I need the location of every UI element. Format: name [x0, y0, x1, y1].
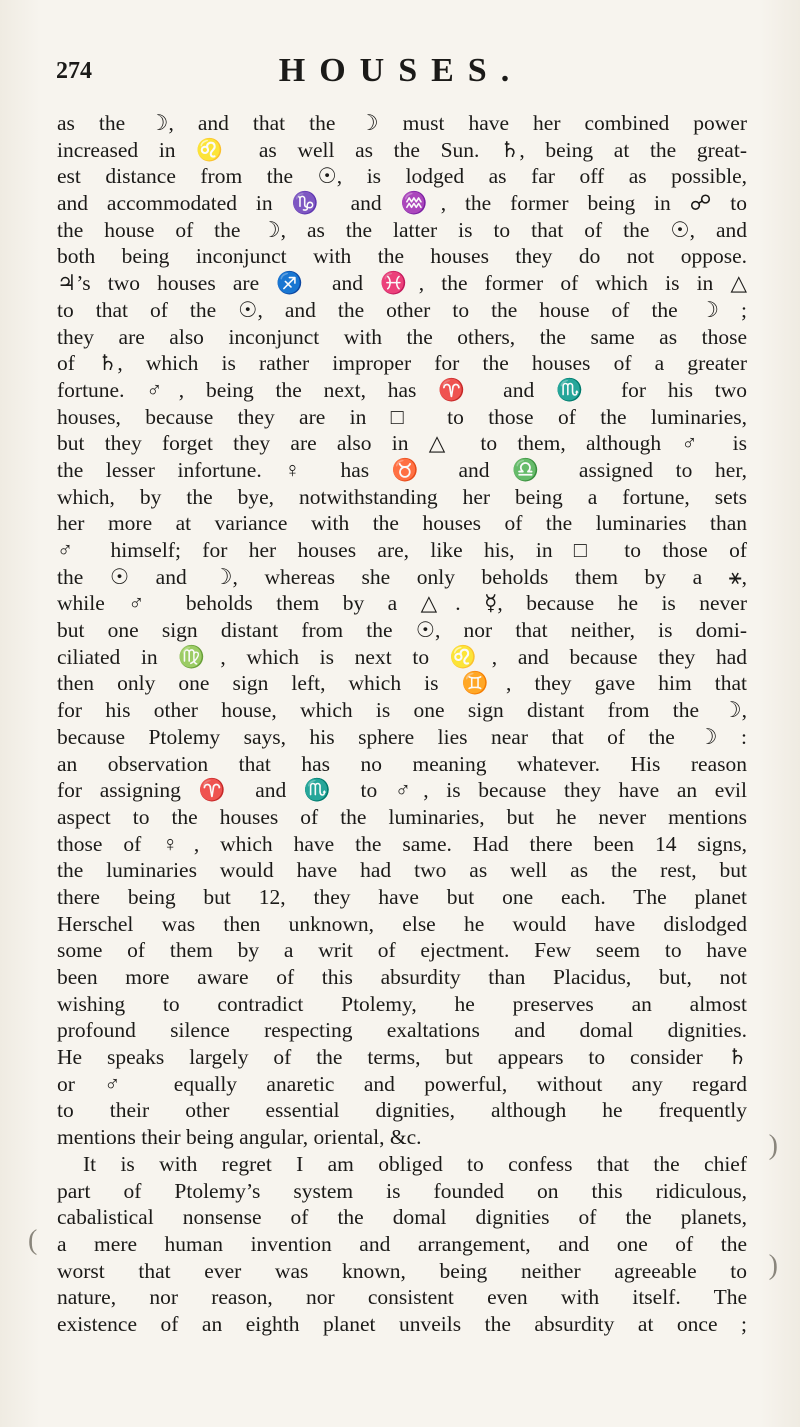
running-head: HOUSES. — [278, 52, 524, 89]
text-line: they are also inconjunct with the others, the same as those — [57, 324, 747, 349]
text-line: mentions their being angular, oriental, &c. — [57, 1125, 422, 1150]
text-line: or ♂ equally anaretic and powerful, without any regard — [57, 1071, 747, 1096]
text-line: the lesser infortune. ♀ has ♉ and ♎ assigned to her, — [57, 457, 747, 482]
body-text — [57, 110, 747, 1338]
text-line: fortune. ♂, being the next, has ♈ and ♏ for his two — [57, 377, 747, 402]
text-line: wishing to contradict Ptolemy, he preserves an almost — [57, 991, 747, 1016]
text-line: worst that ever was known, being neither agreeable to — [57, 1258, 747, 1283]
text-line: her more at variance with the houses of the luminaries than — [57, 511, 747, 536]
text-line: and accommodated in ♑ and ♒, the former being in ☍ to — [57, 191, 747, 216]
text-line: He speaks largely of the terms, but appears to consider ♄ — [57, 1045, 747, 1070]
page-header — [56, 48, 746, 92]
text-line: but they forget they are also in △ to them, although ♂ is — [57, 431, 747, 456]
margin-bracket-right: ) — [768, 1130, 778, 1161]
text-line: both being inconjunct with the houses they do not oppose. — [57, 244, 747, 269]
text-line: but one sign distant from the ☉, nor that neither, is domi- — [57, 618, 747, 643]
text-line: been more aware of this absurdity than Placidus, but, not — [57, 965, 747, 989]
text-line: which, by the bye, notwithstanding her being a fortune, sets — [57, 484, 747, 509]
text-line: for assigning ♈ and ♏ to ♂, is because they have an evil — [57, 778, 747, 803]
page-number: 274 — [56, 58, 92, 84]
text-line: Herschel was then unknown, else he would have dislodged — [57, 911, 747, 936]
text-line: the ☉ and ☽, whereas she only beholds them by a ⚹, — [57, 564, 747, 589]
text-line: houses, because they are in □ to those of the luminaries, — [57, 404, 747, 429]
text-line: to that of the ☉, and the other to the house of the ☽ ; — [57, 297, 747, 322]
text-line: nature, nor reason, nor consistent even with itself. The — [57, 1285, 747, 1310]
text-line: ♂ himself; for her houses are, like his, in □ to those of — [57, 538, 747, 562]
margin-bracket-right-lower: ) — [768, 1250, 778, 1281]
text-line: an observation that has no meaning whatever. His reason — [57, 751, 747, 776]
text-line: a mere human invention and arrangement, and one of the — [57, 1231, 747, 1256]
text-line: existence of an eighth planet unveils the absurdity at once ; — [57, 1311, 747, 1336]
text-line: while ♂ beholds them by a △. ☿, because he is never — [57, 591, 747, 616]
text-line: because Ptolemy says, his sphere lies near that of the ☽ : — [57, 724, 747, 749]
text-line: then only one sign left, which is ♊, they gave him that — [57, 671, 747, 696]
text-line: for his other house, which is one sign distant from the ☽, — [57, 698, 747, 723]
text-line: to their other essential dignities, although he frequently — [57, 1098, 747, 1123]
text-line: ♃’s two houses are ♐ and ♓, the former of which is in △ — [57, 271, 747, 296]
text-line: est distance from the ☉, is lodged as far off as possible, — [57, 164, 747, 189]
text-line: the luminaries would have had two as well as the rest, but — [57, 858, 747, 883]
text-line: aspect to the houses of the luminaries, but he never mentions — [57, 804, 747, 829]
text-line: there being but 12, they have but one each. The planet — [57, 884, 747, 909]
text-line: of ♄, which is rather improper for the houses of a greater — [57, 351, 747, 376]
text-line: part of Ptolemy’s system is founded on this ridiculous, — [57, 1178, 747, 1203]
text-line: ciliated in ♍, which is next to ♌, and because they had — [57, 644, 747, 669]
text-line: increased in ♌ as well as the Sun. ♄, being at the great- — [57, 137, 747, 162]
text-line: It is with regret I am obliged to confess that the chief — [83, 1151, 747, 1176]
text-line: cabalistical nonsense of the domal dignities of the planets, — [57, 1205, 747, 1230]
text-line: profound silence respecting exaltations and domal dignities. — [57, 1018, 747, 1043]
text-line: some of them by a writ of ejectment. Few seem to have — [57, 938, 747, 963]
text-line: those of ♀, which have the same. Had there been 14 signs, — [57, 831, 747, 856]
margin-bracket-left: ( — [28, 1225, 38, 1256]
text-line: as the ☽, and that the ☽ must have her combined power — [57, 111, 747, 135]
text-line: the house of the ☽, as the latter is to that of the ☉, and — [57, 217, 747, 242]
